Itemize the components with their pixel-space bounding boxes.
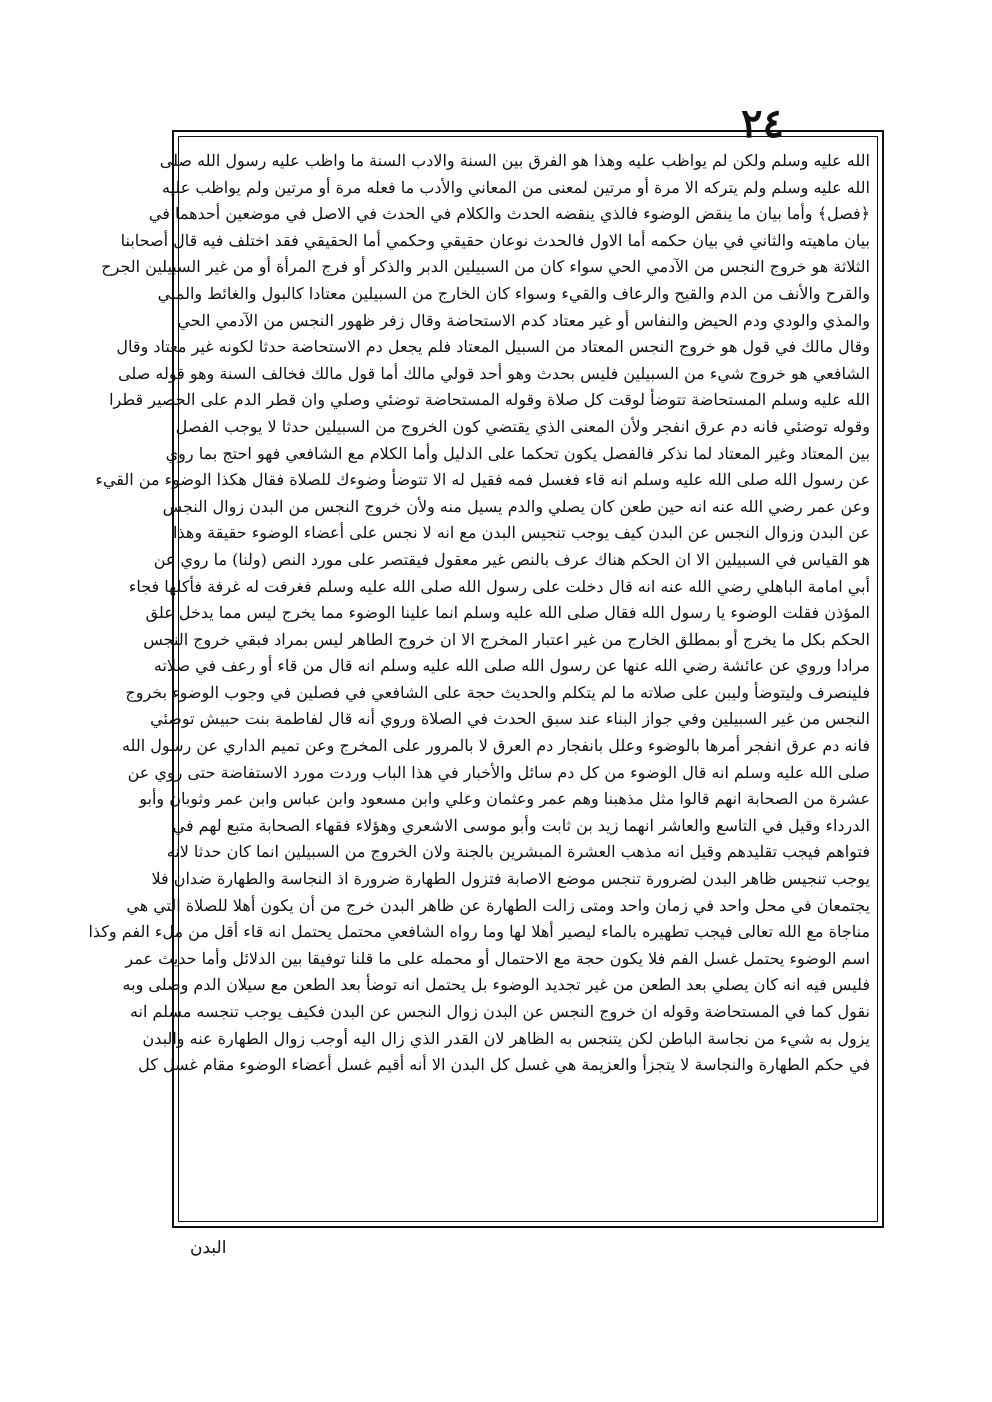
text-line bbox=[186, 1079, 870, 1106]
text-line: والقرح والأنف من الدم والقيح والرعاف والقيء وسواء كان الخارج من السبيلين معتادا كالبول والغائط والمني bbox=[157, 283, 870, 303]
text-line: يجتمعان في محل واحد في زمان واحد ومتى زالت الطهارة عن ظاهر البدن خرج من أن يكون أهلا للصلاة التي هي bbox=[126, 895, 870, 915]
text-line: فتواهم فيجب تقليدهم وقيل انه مذهب العشرة المبشرين بالجنة ولان الخروج من السبيلين انما كان حدثا لانه bbox=[166, 842, 870, 862]
text-line: بيان ماهيته والثاني في بيان حكمه أما الاول فالحدث نوعان حقيقي وحكمي أما الحقيقي فقد اختلف فيه قال أصحابنا bbox=[120, 230, 870, 250]
text-body bbox=[88, 148, 870, 1105]
text-line: فليس فيه انه كان يصلي بعد الطعن من غير تجديد الوضوء بل يحتمل انه توضأ بعد الطعن مع سيلان الدم وصلى وبه bbox=[122, 975, 870, 995]
text-line: نقول كما في المستحاضة وقوله ان خروج النجس عن البدن زوال النجس عن البدن فكيف يوجب تنجسه مسلم انه bbox=[129, 1002, 870, 1021]
text-line: فانه دم عرق انفجر أمرها بالوضوء وعلل بانفجار دم العرق لا بالمرور على المخرج وعن تميم الداري عن رسول الله bbox=[121, 736, 870, 756]
text-line: وقال مالك في قول هو خروج النجس المعتاد من السبيل المعتاد فلم يجعل دم الاستحاضة حدثا لكونه غير معتاد وقال bbox=[116, 337, 870, 357]
page-number: ٢٤ bbox=[741, 100, 784, 147]
text-line: الثلاثة هو خروج النجس من الآدمي الحي سواء كان من السبيلين الدبر والذكر أو فرج المرأة أو من غير السبيلين الجرح bbox=[101, 257, 870, 277]
text-line: مرادا وروي عن عائشة رضي الله عنها عن رسول الله صلى الله عليه وسلم انه قال من قاء أو رعف في صلاته bbox=[153, 656, 870, 676]
text-line: الله عليه وسلم ولم يتركه الا مرة أو مرتين لمعنى من المعاني والأدب ما فعله مرة أو مرتين ولم يواظب عليه bbox=[162, 177, 870, 197]
text-line: ﴿فصل﴾ وأما بيان ما ينقض الوضوء فالذي ينقضه الحدث والكلام في الحدث في الاصل في موضعين أحدهما في bbox=[148, 204, 870, 224]
catchword: البدن bbox=[190, 1238, 227, 1258]
text-line: أبي امامة الباهلي رضي الله عنه انه قال دخلت على رسول الله صلى الله عليه وسلم فغرفت له غرفة فأكلها فجاء bbox=[128, 576, 870, 596]
text-line: عن رسول الله صلى الله عليه وسلم انه قاء فغسل فمه فقيل له الا تتوضأ وضوءك للصلاة فقال هكذا الوضوء من القيء bbox=[95, 470, 870, 490]
text-line: اسم الوضوء يحتمل غسل الفم فلا يكون حجة مع الاحتمال أو محمله على ما قلنا توفيقا بين الدلائل وأما حديث عمر bbox=[125, 948, 870, 968]
text-line: وقوله توضئي فانه دم عرق انفجر ولأن المعنى الذي يقتضي كون الخروج من السبيلين حدثا لا يوجب الفصل bbox=[175, 416, 870, 436]
text-line: يزول به شيء من نجاسة الباطن لكن يتنجس به الظاهر لان القدر الذي زال اليه أوجب زوال الطهارة عنه والبدن bbox=[142, 1028, 870, 1048]
text-line: يوجب تنجيس ظاهر البدن لضرورة تنجس موضع الاصابة فتزول الطهارة ضرورة اذ النجاسة والطهارة ضدان فلا bbox=[151, 869, 870, 889]
text-line: النجس من غير السبيلين وفي جواز البناء عند سبق الحدث في الصلاة وروي أنه قال لفاطمة بنت حبيش توضئي bbox=[150, 709, 870, 729]
text-line: وعن عمر رضي الله عنه انه حين طعن كان يصلي والدم يسيل منه ولأن خروج النجس من البدن زوال النجس bbox=[162, 496, 870, 516]
text-line: عن البدن وزوال النجس عن البدن كيف يوجب تنجيس البدن مع انه لا نجس على أعضاء الوضوء حقيقة وهذا bbox=[173, 523, 870, 543]
text-line: صلى الله عليه وسلم انه قال الوضوء من كل دم سائل والأخبار في هذا الباب وردت مورد الاستفاضة حتى روي عن bbox=[127, 762, 870, 782]
text-line: الله عليه وسلم ولكن لم يواظب عليه وهذا هو الفرق بين السنة والادب السنة ما واظب عليه رسول الله صلى bbox=[159, 151, 870, 170]
text-line: الدرداء وقيل في التاسع والعاشر انهما زيد بن ثابت وأبو موسى الاشعري وهؤلاء فقهاء الصحابة متبع لهم في bbox=[172, 815, 870, 835]
text-line: الله عليه وسلم المستحاضة تتوضأ لوقت كل صلاة وقوله المستحاضة توضئي وصلي وان قطر الدم على الحصير قطرا bbox=[109, 390, 870, 410]
text-line: في حكم الطهارة والنجاسة لا يتجزأ والعزيمة هي غسل كل البدن الا أنه أقيم غسل أعضاء الوضوء مقام غسل كل bbox=[138, 1055, 870, 1075]
text-line: الشافعي هو خروج شيء من السبيلين فليس بحدث وهو أحد قولي مالك أما قول مالك فخالف السنة وهو قوله صلى bbox=[118, 363, 870, 383]
text-line: فلينصرف وليتوضأ وليبن على صلاته ما لم يتكلم والحديث حجة على الشافعي في فصلين في وجوب الوضوء بخروج bbox=[125, 682, 870, 702]
text-line: المؤذن فقلت الوضوء يا رسول الله فقال صلى الله عليه وسلم انما علينا الوضوء مما يخرج ليس مما يدخل علق bbox=[145, 603, 870, 623]
text-line: مناجاة مع الله تعالى فيجب تطهيره بالماء ليصير أهلا لها وما رواه الشافعي محتمل يحتمل انه قاء أقل من ملء الفم وكذا bbox=[88, 922, 870, 942]
text-line: بين المعتاد وغير المعتاد لما نذكر فالفصل يكون تحكما على الدليل وأما الكلام مع الشافعي فهو احتج بما روي bbox=[165, 443, 870, 463]
text-line: والمذي والودي ودم الحيض والنفاس أو غير معتاد كدم الاستحاضة وقال زفر ظهور النجس من الآدمي الحي bbox=[177, 310, 870, 330]
text-line: هو القياس في السبيلين الا ان الحكم هناك عرف بالنص غير معقول فيقتصر على مورد النص (ولنا) ما روي عن bbox=[153, 549, 870, 569]
text-line: الحكم بكل ما يخرج أو بمطلق الخارج من غير اعتبار المخرج الا ان خروج الطاهر ليس بمراد فبقي خروج النجس bbox=[143, 629, 870, 649]
text-line: عشرة من الصحابة انهم قالوا مثل مذهبنا وهم عمر وعثمان وعلي وابن مسعود وابن عباس وابن عمر وثوبان وأبو bbox=[139, 789, 870, 809]
